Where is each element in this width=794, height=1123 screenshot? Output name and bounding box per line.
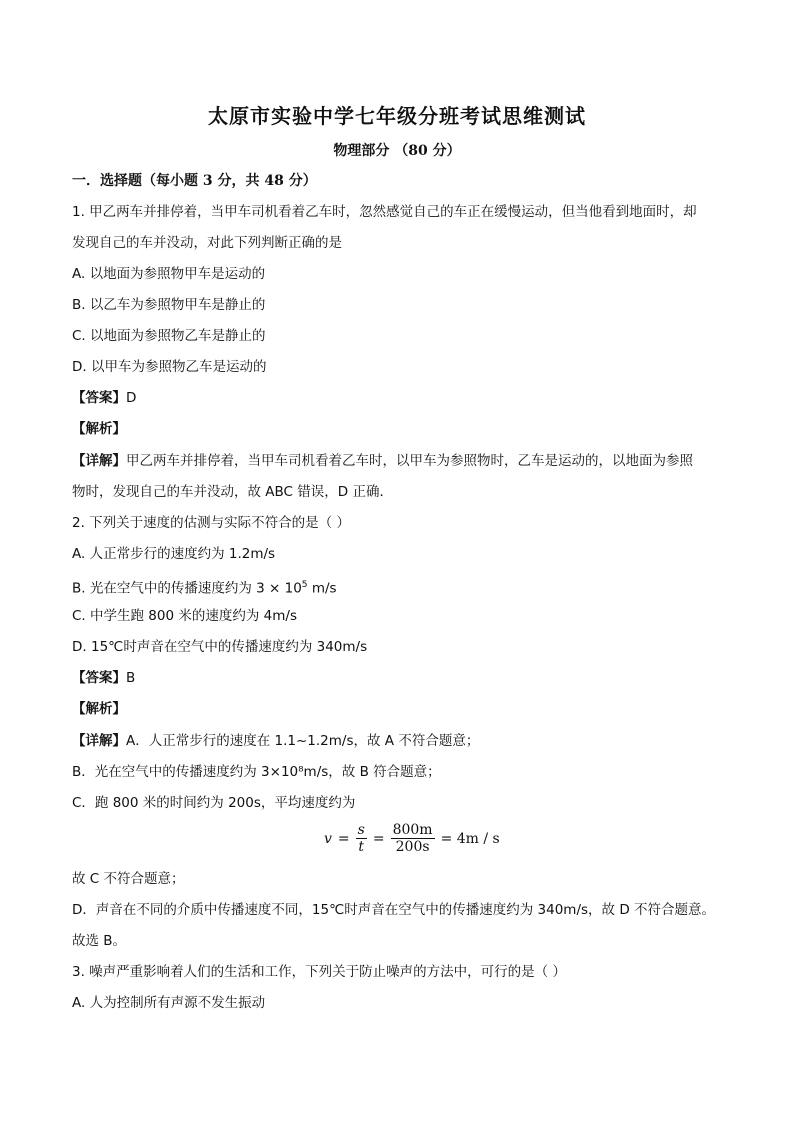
page-title: 太原市实验中学七年级分班考试思维测试 <box>208 104 586 128</box>
q2-final: 故选 B。 <box>72 933 127 949</box>
q1-stem-line-2: 发现自己的车并没动，对此下列判断正确的是 <box>72 235 342 251</box>
fraction-800-over-200 <box>391 822 435 855</box>
q2-detail-b: B．光在空气中的传播速度约为 3×10⁸m/s，故 B 符合题意； <box>72 764 441 780</box>
answer-value: D <box>126 390 137 406</box>
answer-tag: 【答案】 <box>72 670 126 686</box>
fraction-denominator: t <box>358 839 365 855</box>
q3-stem: 3. 噪声严重影响着人们的生活和工作，下列关于防止噪声的方法中，可行的是（ ） <box>72 964 566 980</box>
option-b-text: B. 光在空气中的传播速度约为 3 × 10 <box>72 580 302 597</box>
q2-c-conclusion: 故 C 不符合题意； <box>72 871 185 887</box>
q2-detail-d: D．声音在不同的介质中传播速度不同，15℃时声音在空气中的传播速度约为 340m/s，故 D 不符合题意。 <box>72 902 716 918</box>
q1-stem-line-1: 1. 甲乙两车并排停着，当甲车司机看着乙车时，忽然感觉自己的车正在缓慢运动，但当他看到地面时，却 <box>72 204 697 220</box>
option-b-exponent: 5 <box>301 580 308 590</box>
answer-value: B <box>126 670 136 686</box>
q2-option-d: D. 15℃时声音在空气中的传播速度约为 340m/s <box>72 639 368 655</box>
q1-detail-line-2: 物时，发现自己的车并没动，故 ABC 错误，D 正确． <box>72 484 393 500</box>
section-heading: 一．选择题（每小题 3 分，共 48 分） <box>72 173 317 189</box>
fraction-numerator: 800m <box>392 822 433 838</box>
q1-option-c: C. 以地面为参照物乙车是静止的 <box>72 328 266 344</box>
q1-detail-line-1 <box>72 451 693 471</box>
q2-answer <box>72 668 135 688</box>
formula-v: v <box>324 830 332 847</box>
formula-equals-1: = <box>337 830 350 847</box>
fraction-numerator: s <box>357 822 365 838</box>
detail-tag: 【详解】 <box>72 453 126 469</box>
q2-option-c: C. 中学生跑 800 米的速度约为 4m/s <box>72 608 297 624</box>
analysis-tag: 【解析】 <box>72 701 126 717</box>
fraction-s-over-t <box>356 822 367 855</box>
q2-stem: 2. 下列关于速度的估测与实际不符合的是（ ） <box>72 515 350 531</box>
analysis-tag: 【解析】 <box>72 421 126 437</box>
speed-formula <box>324 822 500 855</box>
q2-analysis-tag <box>72 699 126 719</box>
detail-text: A．人正常步行的速度在 1.1~1.2m/s，故 A 不符合题意； <box>126 733 480 749</box>
q1-answer <box>72 388 136 408</box>
q2-option-a: A. 人正常步行的速度约为 1.2m/s <box>72 546 276 562</box>
q1-analysis-tag <box>72 419 126 439</box>
detail-text: 甲乙两车并排停着，当甲车司机看着乙车时，以甲车为参照物时，乙车是运动的，以地面为参照 <box>126 453 693 469</box>
answer-tag: 【答案】 <box>72 390 126 406</box>
detail-tag: 【详解】 <box>72 733 126 749</box>
q2-detail-c: C．跑 800 米的时间约为 200s，平均速度约为 <box>72 795 356 811</box>
fraction-denominator: 200s <box>395 839 430 855</box>
q1-option-b: B. 以乙车为参照物甲车是静止的 <box>72 297 266 313</box>
q2-option-b <box>72 575 337 599</box>
option-b-unit: m/s <box>307 580 337 597</box>
q1-option-d: D. 以甲车为参照物乙车是运动的 <box>72 359 267 375</box>
formula-result: = 4m / s <box>440 830 500 847</box>
formula-equals-2: = <box>372 830 385 847</box>
q1-option-a: A. 以地面为参照物甲车是运动的 <box>72 266 266 282</box>
q3-option-a: A. 人为控制所有声源不发生振动 <box>72 995 266 1011</box>
q2-detail-a <box>72 731 479 751</box>
page-subtitle: 物理部分 （80 分） <box>333 143 461 159</box>
